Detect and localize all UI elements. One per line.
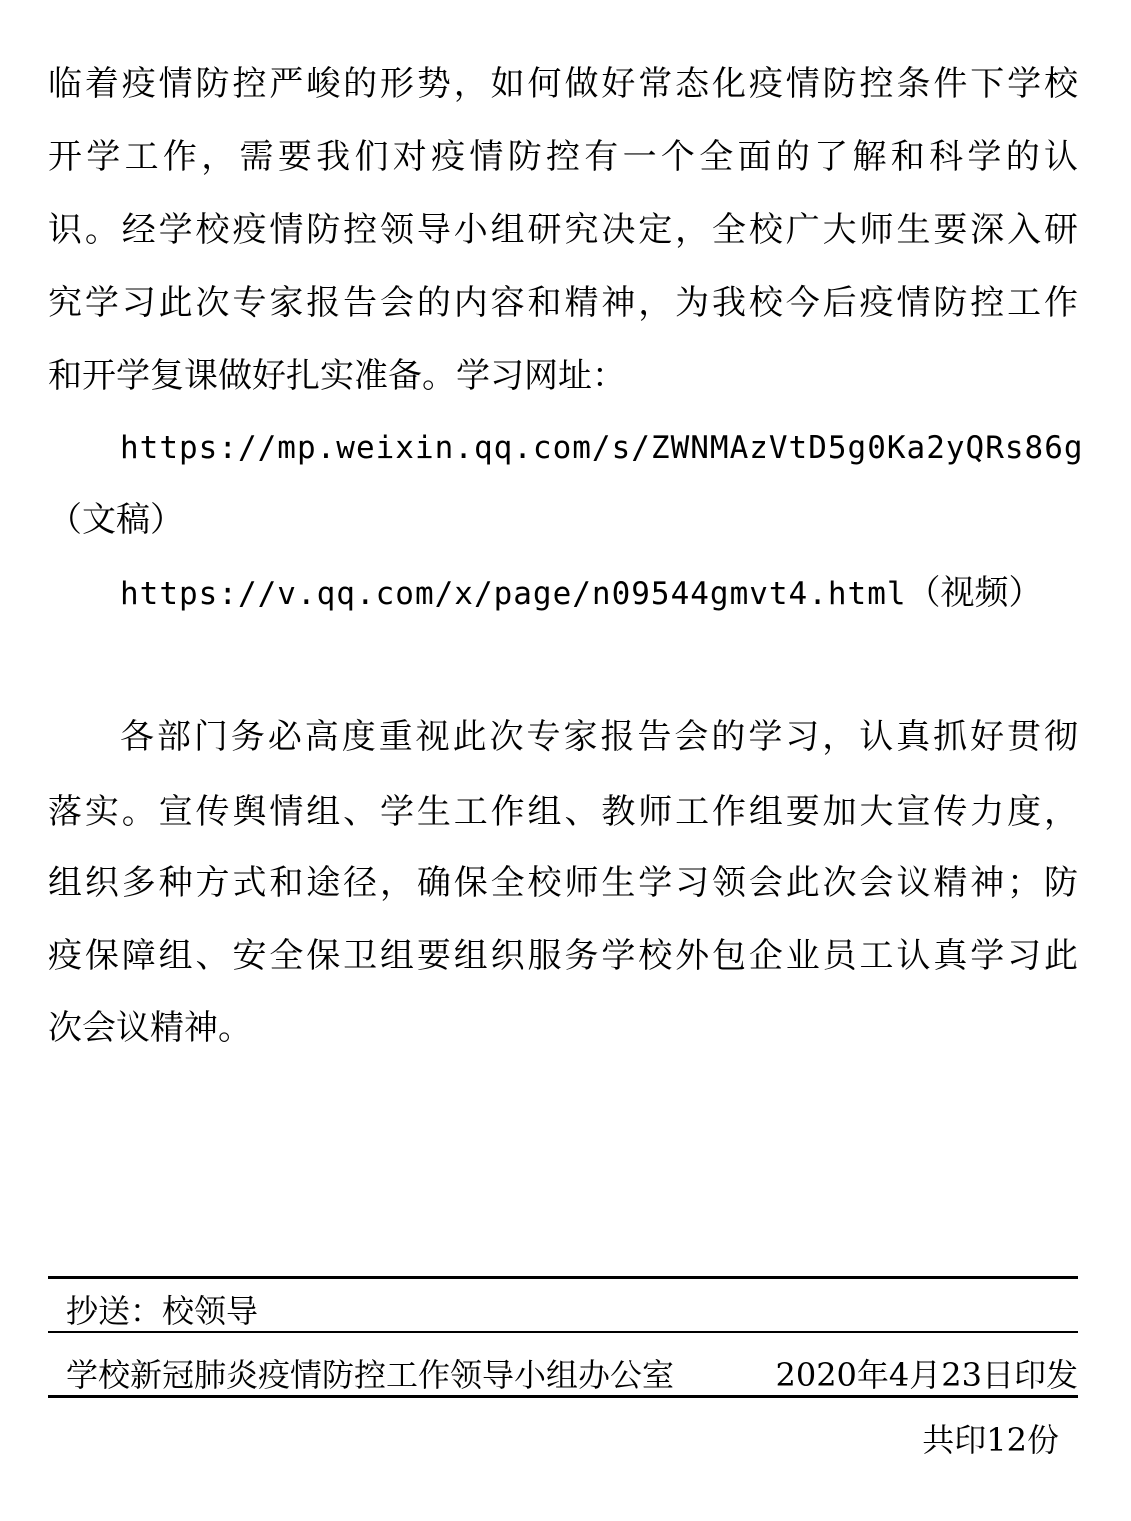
article-url-link[interactable]: https://mp.weixin.qq.com/s/ZWNMAzVtD5g0Ka2yQRs86g — [120, 430, 1084, 466]
paragraph-2-line-1: 各部门务必高度重视此次专家报告会的学习，认真抓好贯彻 — [120, 717, 1078, 757]
video-url-link[interactable]: https://v.qq.com/x/page/n09544gmvt4.html — [120, 576, 907, 612]
paragraph-1-line-4: 究学习此次专家报告会的内容和精神，为我校今后疫情防控工作 — [48, 283, 1078, 323]
article-url-note: （文稿） — [48, 500, 184, 540]
issuer-office: 学校新冠肺炎疫情防控工作领导小组办公室 — [66, 1356, 675, 1394]
footer-middle-rule — [48, 1331, 1078, 1333]
footer-top-rule — [48, 1276, 1078, 1279]
paragraph-1-line-1: 临着疫情防控严峻的形势，如何做好常态化疫情防控条件下学校 — [48, 64, 1078, 104]
issue-date: 2020年4月23日印发 — [775, 1356, 1078, 1394]
cc-recipients: 抄送：校领导 — [66, 1292, 259, 1330]
paragraph-2-line-2: 落实。宣传舆情组、学生工作组、教师工作组要加大宣传力度， — [48, 792, 1078, 832]
paragraph-2-line-3: 组织多种方式和途径，确保全校师生学习领会此次会议精神；防 — [48, 863, 1078, 903]
video-url-note: （视频） — [906, 573, 1043, 613]
paragraph-2-line-5: 次会议精神。 — [48, 1008, 252, 1048]
paragraph-2-line-4: 疫保障组、安全保卫组要组织服务学校外包企业员工认真学习此 — [48, 936, 1078, 976]
footer-bottom-rule — [48, 1395, 1078, 1398]
copy-count: 共印12份 — [922, 1421, 1059, 1459]
paragraph-1-line-5: 和开学复课做好扎实准备。学习网址： — [48, 356, 626, 396]
video-url-line — [120, 573, 1080, 614]
paragraph-1-line-2: 开学工作，需要我们对疫情防控有一个全面的了解和科学的认 — [48, 137, 1078, 177]
paragraph-1-line-3: 识。经学校疫情防控领导小组研究决定，全校广大师生要深入研 — [48, 210, 1078, 250]
